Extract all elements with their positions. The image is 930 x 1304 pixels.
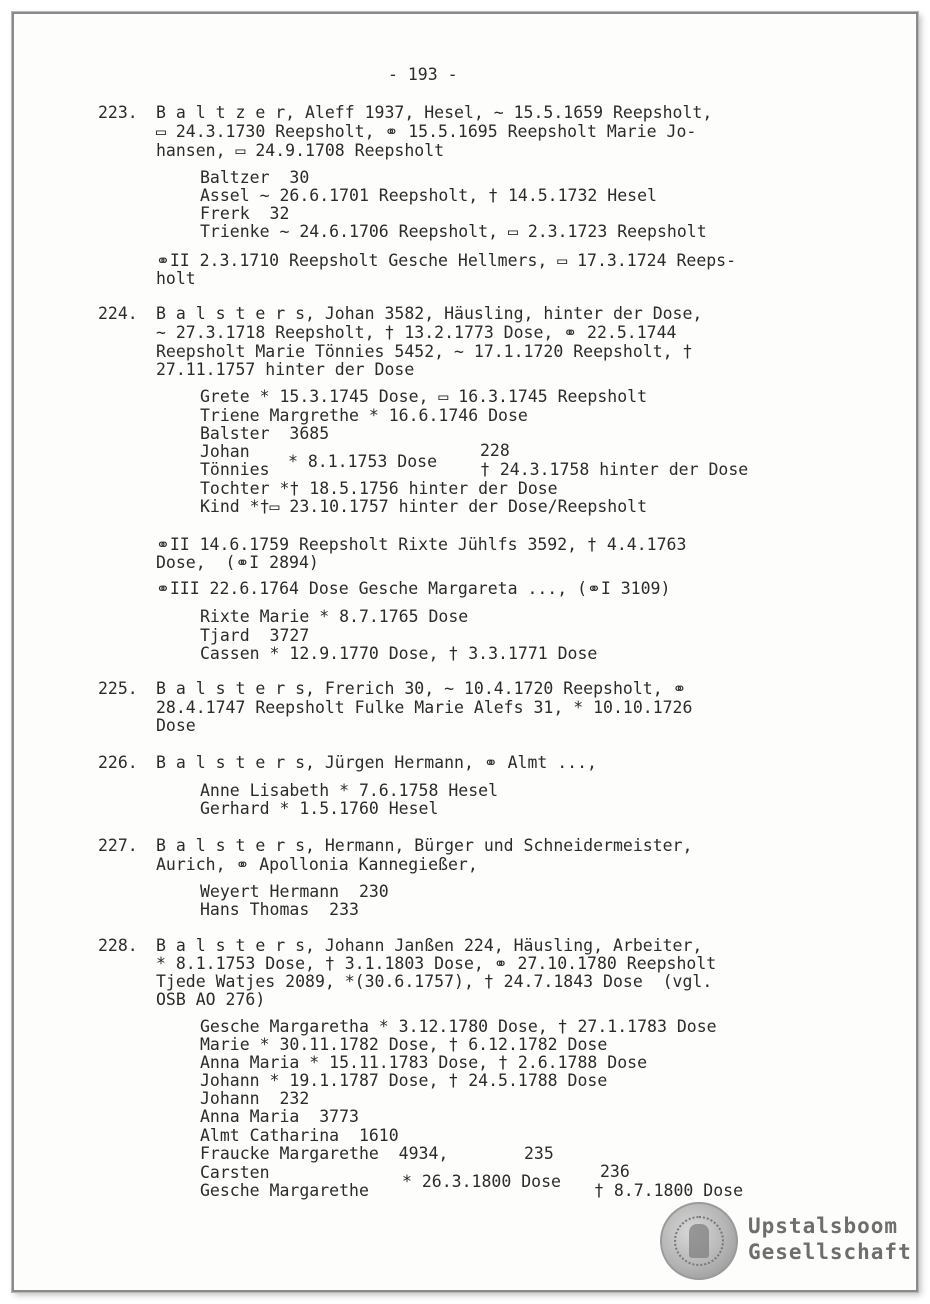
entry-228-child-8: Fraucke Margarethe 4934, — [200, 1144, 449, 1163]
entry-227-line-1: B a l s t e r s, Hermann, Bürger und Schneidermeister, — [156, 836, 693, 855]
entry-226-child-2: Gerhard * 1.5.1760 Hesel — [200, 799, 439, 818]
entry-227-line-2: Aurich, ⚭ Apollonia Kannegießer, — [156, 855, 478, 874]
entry-223-child-3: Frerk 32 — [200, 204, 290, 223]
entry-228-child-1: Gesche Margaretha * 3.12.1780 Dose, † 27.1.1783 Dose — [200, 1017, 717, 1036]
page-number: - 193 - — [388, 65, 458, 84]
entry-228-twins-ref: 236 — [600, 1162, 630, 1181]
entry-224-child3-1: Rixte Marie * 8.7.1765 Dose — [200, 607, 469, 626]
entry-number-224: 224. — [98, 304, 138, 323]
entry-225-line-2: 28.4.1747 Reepsholt Fulke Marie Alefs 31, * 10.10.1726 — [156, 698, 693, 717]
entry-228-child-5: Johann 232 — [200, 1089, 310, 1108]
entry-226-child-1: Anne Lisabeth * 7.6.1758 Hesel — [200, 781, 499, 800]
entry-224-line-3: Reepsholt Marie Tönnies 5452, ~ 17.1.1720 Reepsholt, † — [156, 342, 693, 361]
entry-228-line-1: B a l s t e r s, Johann Janßen 224, Häusling, Arbeiter, — [156, 936, 703, 955]
entry-224-child-3: Balster 3685 — [200, 424, 330, 443]
logo-text-line-2: Gesellschaft — [748, 1240, 912, 1264]
entry-225-line-1: B a l s t e r s, Frerich 30, ~ 10.4.1720 Reepsholt, ⚭ — [156, 679, 687, 698]
entry-228-child-6: Anna Maria 3773 — [200, 1107, 359, 1126]
seal-icon — [660, 1202, 738, 1280]
entry-224-twins-birth: * 8.1.1753 Dose — [288, 452, 438, 471]
entry-228-fraucke-ref: 235 — [524, 1144, 554, 1163]
entry-224-line-2: ~ 27.3.1718 Reepsholt, † 13.2.1773 Dose, ⚭ 22.5.1744 — [156, 323, 677, 342]
entry-228-child-2: Marie * 30.11.1782 Dose, † 6.12.1782 Dose — [200, 1035, 608, 1054]
entry-223-marriage2-line-2: holt — [156, 269, 196, 288]
upstalsboom-logo — [660, 1200, 910, 1276]
entry-224-marriage2-line-2: Dose, (⚭I 2894) — [156, 553, 319, 572]
entry-number-223: 223. — [98, 103, 138, 122]
entry-228-child-10: Gesche Margarethe — [200, 1181, 369, 1200]
entry-223-line-2: ▭ 24.3.1730 Reepsholt, ⚭ 15.5.1695 Reepsholt Marie Jo- — [156, 122, 697, 141]
entry-227-child-2: Hans Thomas 233 — [200, 900, 359, 919]
entry-228-twins-death: † 8.7.1800 Dose — [594, 1181, 744, 1200]
entry-224-twins-death: † 24.3.1758 hinter der Dose — [480, 460, 749, 479]
entry-227-child-1: Weyert Hermann 230 — [200, 882, 389, 901]
entry-223-line-3: hansen, ▭ 24.9.1708 Reepsholt — [156, 141, 445, 160]
entry-228-twins-birth: * 26.3.1800 Dose — [402, 1172, 561, 1191]
entry-225-line-3: Dose — [156, 716, 196, 735]
entry-224-child3-2: Tjard 3727 — [200, 626, 310, 645]
entry-223-child-4: Trienke ~ 24.6.1706 Reepsholt, ▭ 2.3.1723 Reepsholt — [200, 222, 707, 241]
entry-224-child-7: Kind *†▭ 23.10.1757 hinter der Dose/Reepsholt — [200, 497, 648, 516]
entry-224-line-4: 27.11.1757 hinter der Dose — [156, 360, 415, 379]
entry-228-child-7: Almt Catharina 1610 — [200, 1126, 399, 1145]
entry-223-line-1: B a l t z e r, Aleff 1937, Hesel, ~ 15.5.1659 Reepsholt, — [156, 103, 713, 122]
entry-224-marriage3: ⚭III 22.6.1764 Dose Gesche Margareta ..., (⚭I 3109) — [156, 579, 671, 598]
entry-223-child-2: Assel ~ 26.6.1701 Reepsholt, † 14.5.1732 Hesel — [200, 186, 657, 205]
entry-224-child-2: Triene Margrethe * 16.6.1746 Dose — [200, 406, 528, 425]
entry-number-227: 227. — [98, 836, 138, 855]
entry-224-child-5: Tönnies — [200, 460, 270, 479]
entry-number-228: 228. — [98, 936, 138, 955]
entry-224-child3-3: Cassen * 12.9.1770 Dose, † 3.3.1771 Dose — [200, 644, 598, 663]
entry-224-child-1: Grete * 15.3.1745 Dose, ▭ 16.3.1745 Reepsholt — [200, 387, 648, 406]
entry-228-child-9: Carsten — [200, 1163, 270, 1182]
entry-224-child-4: Johan — [200, 442, 250, 461]
entry-number-225: 225. — [98, 679, 138, 698]
entry-228-line-2: * 8.1.1753 Dose, † 3.1.1803 Dose, ⚭ 27.10.1780 Reepsholt — [156, 954, 717, 973]
entry-228-child-4: Johann * 19.1.1787 Dose, † 24.5.1788 Dose — [200, 1071, 608, 1090]
entry-224-child-6: Tochter *† 18.5.1756 hinter der Dose — [200, 479, 558, 498]
entry-224-line-1: B a l s t e r s, Johan 3582, Häusling, hinter der Dose, — [156, 304, 703, 323]
entry-223-marriage2-line-1: ⚭II 2.3.1710 Reepsholt Gesche Hellmers, ▭ 17.3.1724 Reeps- — [156, 251, 737, 270]
entry-228-line-4: OSB AO 276) — [156, 990, 266, 1009]
entry-228-child-3: Anna Maria * 15.11.1783 Dose, † 2.6.1788 Dose — [200, 1053, 648, 1072]
entry-224-twins-ref: 228 — [480, 441, 510, 460]
entry-number-226: 226. — [98, 753, 138, 772]
entry-223-child-1: Baltzer 30 — [200, 168, 310, 187]
entry-228-line-3: Tjede Watjes 2089, *(30.6.1757), † 24.7.1843 Dose (vgl. — [156, 972, 713, 991]
entry-226-line-1: B a l s t e r s, Jürgen Hermann, ⚭ Almt ..., — [156, 753, 597, 772]
entry-224-marriage2-line-1: ⚭II 14.6.1759 Reepsholt Rixte Jühlfs 3592, † 4.4.1763 — [156, 535, 687, 554]
logo-text-line-1: Upstalsboom — [748, 1214, 899, 1238]
